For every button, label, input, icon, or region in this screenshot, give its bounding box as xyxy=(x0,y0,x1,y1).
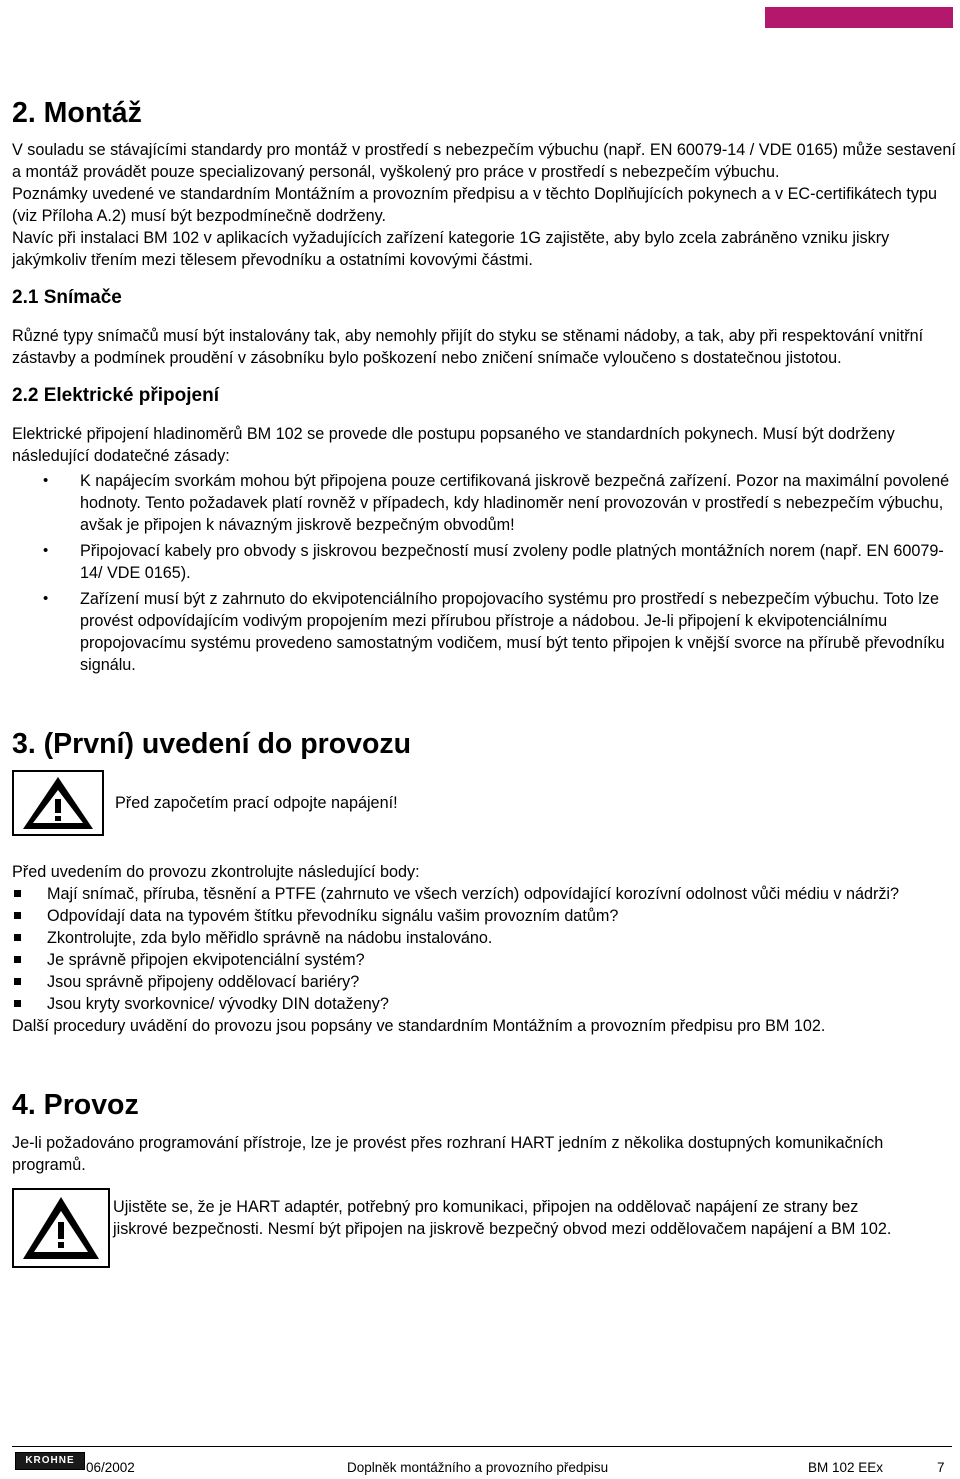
footer-document-title: Doplněk montážního a provozního předpisu xyxy=(347,1460,609,1475)
footer-page-number: 7 xyxy=(937,1460,945,1475)
section-2-paragraph-1: V souladu se stávajícími standardy pro montáž v prostředí s nebezpečím výbuchu (např. EN 60079-14 / VDE 0165) může sestavení a montáž provádět pouze specializovaný personál, vyškolený pro práce v prostředí s nebezpečím výbuchu. xyxy=(12,141,956,181)
list-item-text: Je správně připojen ekvipotenciální systém? xyxy=(47,951,365,969)
section-2-1-paragraph: Různé typy snímačů musí být instalovány tak, aby nemohly přijít do styku se stěnami nádoby, a tak, aby při respektování vnitřní zástavby a podmínek proudění v zásobníku bylo poškození nebo zničení snímače vyloučeno s dostatečnou jistotou. xyxy=(12,327,924,367)
square-bullet-icon xyxy=(14,956,21,963)
list-item-text: Mají snímač, příruba, těsnění a PTFE (zahrnuto ve všech verzích) odpovídající korozívní odolnost vůči médiu v nádrži? xyxy=(47,885,900,903)
commissioning-checklist xyxy=(12,883,958,1015)
section-2-2-intro: Elektrické připojení hladinoměrů BM 102 se provede dle postupu popsaného ve standardních pokynech. Musí být dodrženy následující dodatečné zásady: xyxy=(12,425,895,465)
list-item-text: Připojovací kabely pro obvody s jiskrovou bezpečností musí zvoleny podle platných montážních norem (např. EN 60079-14/ VDE 0165). xyxy=(80,542,944,582)
list-item xyxy=(12,883,958,905)
list-item-text: Jsou správně připojeny oddělovací bariéry? xyxy=(47,973,360,991)
bullet-icon: • xyxy=(43,542,49,559)
list-item xyxy=(12,949,958,971)
warning-block-hart xyxy=(12,1188,958,1268)
list-item xyxy=(12,971,958,993)
bullet-icon: • xyxy=(43,472,49,489)
section-3-heading: 3. (První) uvedení do provozu xyxy=(12,728,412,760)
document-body xyxy=(12,95,958,1268)
list-item-text: Zařízení musí být z zahrnuto do ekvipotenciálního propojovacího systému pro prostředí s nebezpečím výbuchu. Toto lze provést odpovídajícím vodivým propojením mezi přírubou přístroje a nádobou. Je-li připojení k ekvipotenciálnímu propojovacímu systému provedeno samostatným vodičem, musí být tento připojen k vnější svorce na přírubě převodníku signálu. xyxy=(80,590,945,674)
warning-text: Před započetím prací odpojte napájení! xyxy=(115,794,398,812)
header-accent-bar xyxy=(765,7,953,28)
square-bullet-icon xyxy=(14,890,21,897)
list-item xyxy=(12,993,958,1015)
list-item xyxy=(12,927,958,949)
section-3-intro: Před uvedením do provozu zkontrolujte následující body: xyxy=(12,863,420,881)
bullet-icon: • xyxy=(43,590,49,607)
page-footer xyxy=(12,1446,952,1477)
section-4-paragraph: Je-li požadováno programování přístroje, lze je provést přes rozhraní HART jedním z několika dostupných komunikačních programů. xyxy=(12,1134,884,1174)
square-bullet-icon xyxy=(14,934,21,941)
section-2-heading: 2. Montáž xyxy=(12,97,142,129)
section-2-2-heading: 2.2 Elektrické připojení xyxy=(12,385,219,406)
section-2-paragraph-2: Poznámky uvedené ve standardním Montážním a provozním předpisu a v těchto Doplňujících pokynech a v EC-certifikátech typu (viz Příloha A.2) musí být bezpodmínečně dodrženy. xyxy=(12,185,937,225)
square-bullet-icon xyxy=(14,1000,21,1007)
section-2-paragraph-3: Navíc při instalaci BM 102 v aplikacích vyžadujících zařízení kategorie 1G zajistěte, aby bylo zcela zabráněno vzniku jiskry jakýmkoliv třením mezi tělesem převodníku a ostatními kovovými částmi. xyxy=(12,229,890,269)
list-item-text: Odpovídají data na typovém štítku převodníku signálu vašim provozním datům? xyxy=(47,907,619,925)
list-item xyxy=(12,905,958,927)
list-item xyxy=(12,588,958,676)
list-item-text: Zkontrolujte, zda bylo měřidlo správně na nádobu instalováno. xyxy=(47,929,493,947)
krohne-logo: KROHNE xyxy=(15,1452,85,1470)
warning-triangle-icon xyxy=(12,770,104,836)
footer-date: 06/2002 xyxy=(86,1460,135,1475)
square-bullet-icon xyxy=(14,978,21,985)
square-bullet-icon xyxy=(14,912,21,919)
list-item xyxy=(12,470,958,536)
warning-triangle-icon xyxy=(12,1188,110,1268)
warning-text: Ujistěte se, že je HART adaptér, potřebný pro komunikaci, připojen na oddělovač napájení ze strany bez jiskrové bezpečnosti. Nesmí být připojen na jiskrově bezpečný obvod mezi oddělovačem napájení a BM 102. xyxy=(113,1198,892,1238)
section-4-heading: 4. Provoz xyxy=(12,1089,139,1121)
section-3-outro: Další procedury uvádění do provozu jsou popsány ve standardním Montážním a provozním předpisu pro BM 102. xyxy=(12,1017,826,1035)
warning-block-power xyxy=(12,770,958,836)
list-item xyxy=(12,540,958,584)
list-item-text: Jsou kryty svorkovnice/ vývodky DIN dotaženy? xyxy=(47,995,389,1013)
section-2-1-heading: 2.1 Snímače xyxy=(12,287,122,308)
list-item-text: K napájecím svorkám mohou být připojena pouze certifikovaná jiskrově bezpečná zařízení. Pozor na maximální povolené hodnoty. Tento požadavek platí rovněž v případech, kdy hladinoměr není provozován v prostředí s nebezpečím výbuchu, avšak je připojen k návazným jiskrově bezpečným obvodům! xyxy=(80,472,950,534)
connection-rules-list xyxy=(12,470,958,676)
footer-model: BM 102 EEx xyxy=(808,1460,884,1475)
